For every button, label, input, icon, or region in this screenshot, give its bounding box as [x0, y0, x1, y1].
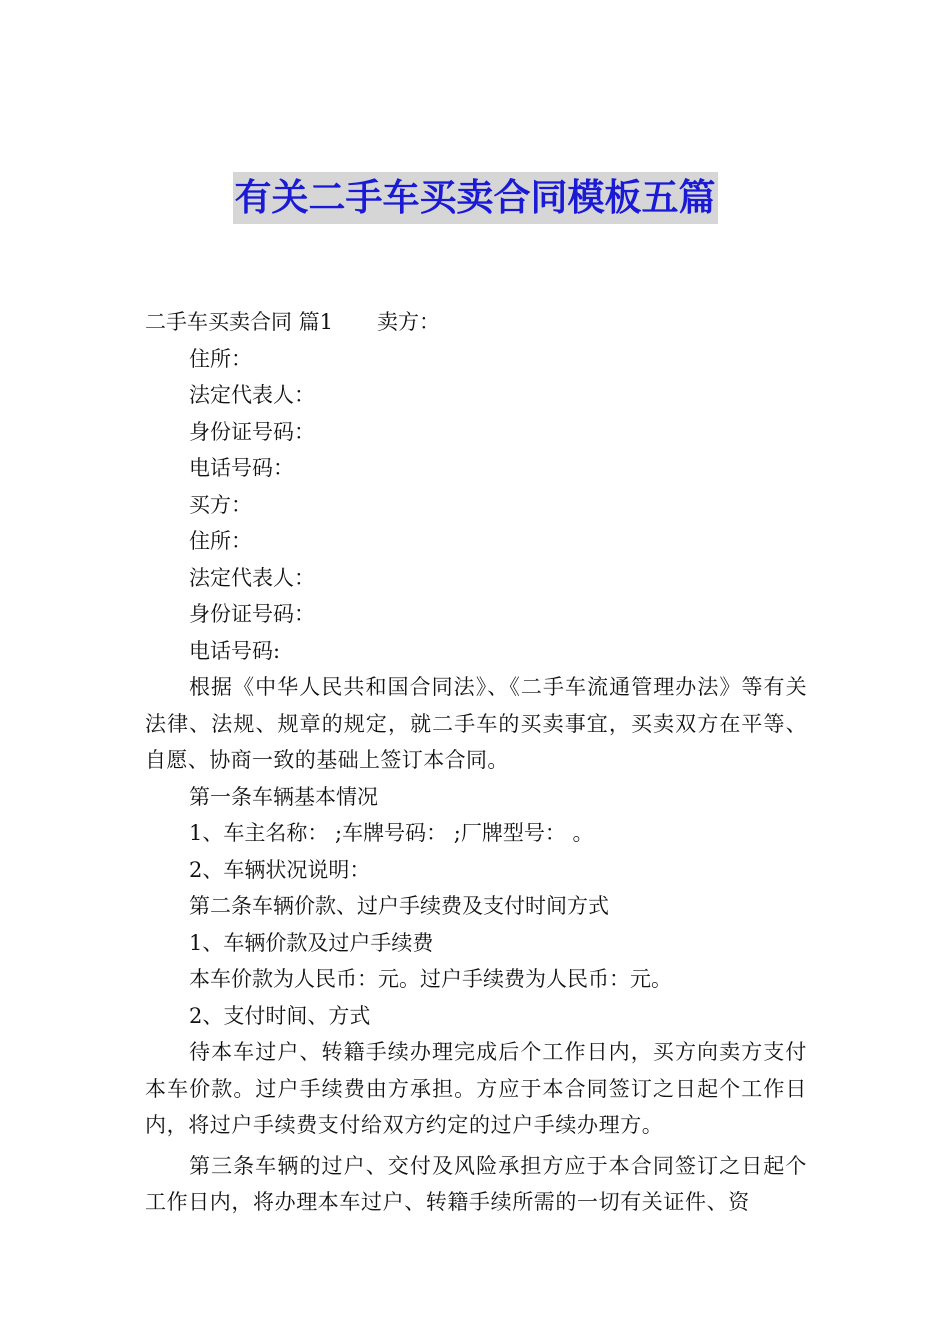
article2-item1-text: 本车价款为人民币：元。过户手续费为人民币：元。	[189, 967, 672, 991]
article1-item1: 1、车主名称： ;车牌号码： ;厂牌型号： 。	[189, 821, 594, 845]
seller-phone-field: 电话号码：	[189, 456, 294, 480]
buyer-legal-rep-field: 法定代表人：	[189, 565, 315, 590]
document-body	[145, 304, 807, 1221]
title-container	[0, 172, 950, 224]
article2-title: 第二条车辆价款、过户手续费及支付时间方式	[189, 894, 609, 918]
buyer-id-field: 身份证号码：	[189, 602, 315, 626]
article2-item1: 1、车辆价款及过户手续费	[189, 930, 434, 955]
article3-paragraph: 第三条车辆的过户、交付及风险承担方应于本合同签订之日起个工作日内，将办理本车过户、转籍手续所需的一切有关证件、资	[145, 1153, 807, 1214]
buyer-label: 买方：	[189, 492, 252, 517]
contract-heading-line	[145, 304, 807, 341]
article2-item2-paragraph: 待本车过户、转籍手续办理完成后个工作日内，买方向卖方支付本车价款。过户手续费由方承担。方应于本合同签订之日起个工作日内，将过户手续费支付给双方约定的过户手续办理方。	[145, 1040, 807, 1137]
seller-id-field: 身份证号码：	[189, 419, 315, 444]
intro-paragraph: 根据《中华人民共和国合同法》、《二手车流通管理办法》等有关法律、法规、规章的规定，就二手车的买卖事宜，买卖双方在平等、自愿、协商一致的基础上签订本合同。	[145, 675, 807, 772]
article1-title: 第一条车辆基本情况	[189, 784, 378, 809]
seller-address-field: 住所：	[189, 346, 252, 371]
article1-item2: 2、车辆状况说明：	[189, 857, 371, 882]
document-title: 有关二手车买卖合同模板五篇	[233, 172, 718, 224]
buyer-phone-field: 电话号码:	[189, 638, 281, 663]
seller-label: 卖方：	[377, 310, 441, 334]
seller-legal-rep-field: 法定代表人：	[189, 383, 315, 407]
buyer-address-field: 住所：	[189, 529, 252, 553]
contract-label: 二手车买卖合同 篇1	[145, 310, 334, 334]
article2-item2: 2、支付时间、方式	[189, 1003, 371, 1028]
